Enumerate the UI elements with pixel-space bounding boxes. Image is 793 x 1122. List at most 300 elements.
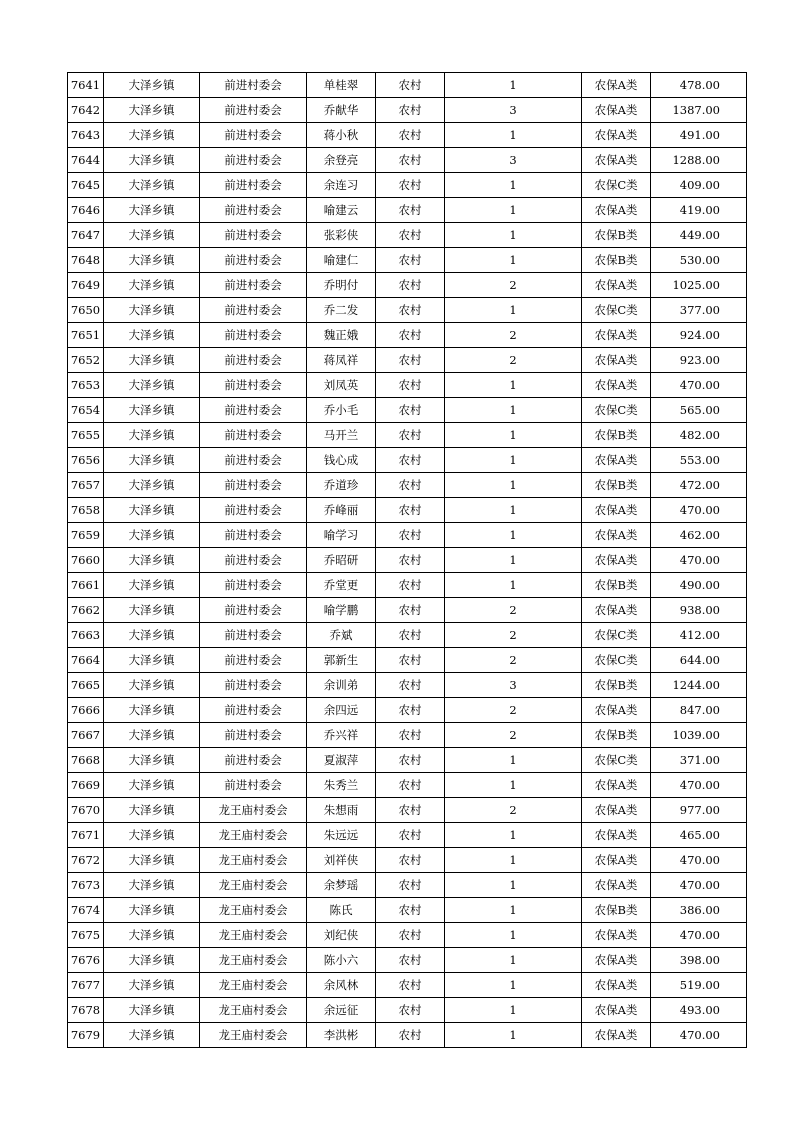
amount-cell: 553.00 (651, 448, 747, 473)
area-cell: 农村 (376, 273, 445, 298)
household-count-cell: 2 (445, 598, 582, 623)
category-cell: 农保B类 (582, 223, 651, 248)
row-number-cell: 7670 (68, 798, 104, 823)
area-cell: 农村 (376, 173, 445, 198)
area-cell: 农村 (376, 73, 445, 98)
area-cell: 农村 (376, 923, 445, 948)
town-cell: 大泽乡镇 (104, 848, 200, 873)
row-number-cell: 7655 (68, 423, 104, 448)
table-row (68, 923, 747, 948)
town-cell: 大泽乡镇 (104, 973, 200, 998)
town-cell: 大泽乡镇 (104, 523, 200, 548)
area-cell: 农村 (376, 223, 445, 248)
table-row (68, 973, 747, 998)
table-row (68, 1023, 747, 1048)
row-number-cell: 7667 (68, 723, 104, 748)
amount-cell: 923.00 (651, 348, 747, 373)
town-cell: 大泽乡镇 (104, 73, 200, 98)
row-number-cell: 7646 (68, 198, 104, 223)
amount-cell: 377.00 (651, 298, 747, 323)
table-row (68, 148, 747, 173)
town-cell: 大泽乡镇 (104, 948, 200, 973)
area-cell: 农村 (376, 573, 445, 598)
amount-cell: 493.00 (651, 998, 747, 1023)
category-cell: 农保A类 (582, 323, 651, 348)
name-cell: 喻学习 (307, 523, 376, 548)
amount-cell: 449.00 (651, 223, 747, 248)
area-cell: 农村 (376, 198, 445, 223)
table-row (68, 223, 747, 248)
town-cell: 大泽乡镇 (104, 873, 200, 898)
town-cell: 大泽乡镇 (104, 698, 200, 723)
committee-cell: 前进村委会 (200, 248, 307, 273)
town-cell: 大泽乡镇 (104, 498, 200, 523)
area-cell: 农村 (376, 973, 445, 998)
committee-cell: 前进村委会 (200, 73, 307, 98)
row-number-cell: 7679 (68, 1023, 104, 1048)
name-cell: 钱心成 (307, 448, 376, 473)
committee-cell: 前进村委会 (200, 698, 307, 723)
household-count-cell: 1 (445, 373, 582, 398)
row-number-cell: 7674 (68, 898, 104, 923)
name-cell: 乔峰丽 (307, 498, 376, 523)
area-cell: 农村 (376, 348, 445, 373)
table-row (68, 373, 747, 398)
row-number-cell: 7669 (68, 773, 104, 798)
name-cell: 喻学鹏 (307, 598, 376, 623)
household-count-cell: 1 (445, 223, 582, 248)
household-count-cell: 2 (445, 348, 582, 373)
name-cell: 乔堂更 (307, 573, 376, 598)
area-cell: 农村 (376, 598, 445, 623)
table-row (68, 998, 747, 1023)
amount-cell: 530.00 (651, 248, 747, 273)
name-cell: 余四远 (307, 698, 376, 723)
amount-cell: 470.00 (651, 923, 747, 948)
table-row (68, 523, 747, 548)
amount-cell: 491.00 (651, 123, 747, 148)
household-count-cell: 1 (445, 1023, 582, 1048)
town-cell: 大泽乡镇 (104, 373, 200, 398)
area-cell: 农村 (376, 848, 445, 873)
table-row (68, 348, 747, 373)
name-cell: 余训弟 (307, 673, 376, 698)
committee-cell: 前进村委会 (200, 598, 307, 623)
amount-cell: 419.00 (651, 198, 747, 223)
amount-cell: 1387.00 (651, 98, 747, 123)
row-number-cell: 7672 (68, 848, 104, 873)
name-cell: 余连习 (307, 173, 376, 198)
household-count-cell: 2 (445, 623, 582, 648)
name-cell: 刘纪侠 (307, 923, 376, 948)
category-cell: 农保A类 (582, 523, 651, 548)
area-cell: 农村 (376, 798, 445, 823)
household-count-cell: 1 (445, 173, 582, 198)
committee-cell: 前进村委会 (200, 523, 307, 548)
area-cell: 农村 (376, 873, 445, 898)
amount-cell: 519.00 (651, 973, 747, 998)
area-cell: 农村 (376, 648, 445, 673)
table-row (68, 173, 747, 198)
amount-cell: 1025.00 (651, 273, 747, 298)
name-cell: 蒋小秋 (307, 123, 376, 148)
category-cell: 农保A类 (582, 823, 651, 848)
name-cell: 郭新生 (307, 648, 376, 673)
town-cell: 大泽乡镇 (104, 98, 200, 123)
area-cell: 农村 (376, 148, 445, 173)
committee-cell: 龙王庙村委会 (200, 798, 307, 823)
category-cell: 农保C类 (582, 398, 651, 423)
table-row (68, 573, 747, 598)
row-number-cell: 7677 (68, 973, 104, 998)
name-cell: 乔献华 (307, 98, 376, 123)
row-number-cell: 7666 (68, 698, 104, 723)
name-cell: 乔明付 (307, 273, 376, 298)
household-count-cell: 3 (445, 98, 582, 123)
town-cell: 大泽乡镇 (104, 548, 200, 573)
table-row (68, 198, 747, 223)
table-row (68, 748, 747, 773)
household-count-cell: 1 (445, 448, 582, 473)
area-cell: 农村 (376, 948, 445, 973)
category-cell: 农保B类 (582, 573, 651, 598)
roster-table (67, 72, 747, 1048)
committee-cell: 前进村委会 (200, 623, 307, 648)
household-count-cell: 1 (445, 498, 582, 523)
town-cell: 大泽乡镇 (104, 273, 200, 298)
area-cell: 农村 (376, 698, 445, 723)
amount-cell: 472.00 (651, 473, 747, 498)
amount-cell: 1244.00 (651, 673, 747, 698)
household-count-cell: 1 (445, 823, 582, 848)
committee-cell: 龙王庙村委会 (200, 873, 307, 898)
row-number-cell: 7649 (68, 273, 104, 298)
area-cell: 农村 (376, 298, 445, 323)
category-cell: 农保A类 (582, 198, 651, 223)
household-count-cell: 1 (445, 773, 582, 798)
town-cell: 大泽乡镇 (104, 398, 200, 423)
area-cell: 农村 (376, 748, 445, 773)
category-cell: 农保A类 (582, 498, 651, 523)
name-cell: 余远征 (307, 998, 376, 1023)
household-count-cell: 1 (445, 873, 582, 898)
name-cell: 余梦瑶 (307, 873, 376, 898)
household-count-cell: 2 (445, 723, 582, 748)
category-cell: 农保B类 (582, 673, 651, 698)
name-cell: 朱远远 (307, 823, 376, 848)
table-row (68, 473, 747, 498)
committee-cell: 前进村委会 (200, 373, 307, 398)
committee-cell: 前进村委会 (200, 723, 307, 748)
area-cell: 农村 (376, 498, 445, 523)
household-count-cell: 2 (445, 648, 582, 673)
amount-cell: 462.00 (651, 523, 747, 548)
table-row (68, 773, 747, 798)
name-cell: 张彩侠 (307, 223, 376, 248)
amount-cell: 847.00 (651, 698, 747, 723)
town-cell: 大泽乡镇 (104, 348, 200, 373)
area-cell: 农村 (376, 473, 445, 498)
town-cell: 大泽乡镇 (104, 923, 200, 948)
row-number-cell: 7678 (68, 998, 104, 1023)
amount-cell: 938.00 (651, 598, 747, 623)
table-row (68, 498, 747, 523)
household-count-cell: 2 (445, 798, 582, 823)
household-count-cell: 3 (445, 148, 582, 173)
amount-cell: 470.00 (651, 373, 747, 398)
name-cell: 刘凤英 (307, 373, 376, 398)
category-cell: 农保C类 (582, 648, 651, 673)
table-row (68, 948, 747, 973)
name-cell: 魏正娥 (307, 323, 376, 348)
town-cell: 大泽乡镇 (104, 223, 200, 248)
household-count-cell: 1 (445, 548, 582, 573)
committee-cell: 前进村委会 (200, 673, 307, 698)
committee-cell: 前进村委会 (200, 648, 307, 673)
household-count-cell: 1 (445, 123, 582, 148)
category-cell: 农保A类 (582, 773, 651, 798)
committee-cell: 前进村委会 (200, 748, 307, 773)
table-row (68, 423, 747, 448)
committee-cell: 龙王庙村委会 (200, 973, 307, 998)
committee-cell: 前进村委会 (200, 223, 307, 248)
committee-cell: 前进村委会 (200, 773, 307, 798)
category-cell: 农保A类 (582, 873, 651, 898)
row-number-cell: 7675 (68, 923, 104, 948)
category-cell: 农保A类 (582, 698, 651, 723)
amount-cell: 470.00 (651, 548, 747, 573)
household-count-cell: 1 (445, 248, 582, 273)
town-cell: 大泽乡镇 (104, 623, 200, 648)
row-number-cell: 7643 (68, 123, 104, 148)
name-cell: 刘祥侠 (307, 848, 376, 873)
household-count-cell: 3 (445, 673, 582, 698)
area-cell: 农村 (376, 98, 445, 123)
household-count-cell: 1 (445, 198, 582, 223)
area-cell: 农村 (376, 623, 445, 648)
table-row (68, 598, 747, 623)
name-cell: 乔兴祥 (307, 723, 376, 748)
area-cell: 农村 (376, 773, 445, 798)
household-count-cell: 1 (445, 523, 582, 548)
household-count-cell: 1 (445, 748, 582, 773)
town-cell: 大泽乡镇 (104, 898, 200, 923)
town-cell: 大泽乡镇 (104, 748, 200, 773)
household-count-cell: 2 (445, 698, 582, 723)
table-row (68, 323, 747, 348)
category-cell: 农保A类 (582, 923, 651, 948)
area-cell: 农村 (376, 423, 445, 448)
household-count-cell: 1 (445, 298, 582, 323)
amount-cell: 398.00 (651, 948, 747, 973)
committee-cell: 前进村委会 (200, 173, 307, 198)
committee-cell: 前进村委会 (200, 98, 307, 123)
category-cell: 农保A类 (582, 1023, 651, 1048)
amount-cell: 470.00 (651, 773, 747, 798)
table-row (68, 398, 747, 423)
category-cell: 农保A类 (582, 998, 651, 1023)
amount-cell: 409.00 (651, 173, 747, 198)
row-number-cell: 7658 (68, 498, 104, 523)
area-cell: 农村 (376, 673, 445, 698)
town-cell: 大泽乡镇 (104, 448, 200, 473)
amount-cell: 490.00 (651, 573, 747, 598)
category-cell: 农保B类 (582, 473, 651, 498)
amount-cell: 470.00 (651, 1023, 747, 1048)
name-cell: 朱秀兰 (307, 773, 376, 798)
category-cell: 农保B类 (582, 423, 651, 448)
committee-cell: 龙王庙村委会 (200, 898, 307, 923)
town-cell: 大泽乡镇 (104, 423, 200, 448)
table-row (68, 273, 747, 298)
row-number-cell: 7652 (68, 348, 104, 373)
category-cell: 农保B类 (582, 898, 651, 923)
category-cell: 农保C类 (582, 748, 651, 773)
area-cell: 农村 (376, 898, 445, 923)
table-row (68, 298, 747, 323)
category-cell: 农保A类 (582, 373, 651, 398)
table-row (68, 873, 747, 898)
household-count-cell: 1 (445, 398, 582, 423)
row-number-cell: 7671 (68, 823, 104, 848)
committee-cell: 龙王庙村委会 (200, 848, 307, 873)
area-cell: 农村 (376, 998, 445, 1023)
town-cell: 大泽乡镇 (104, 773, 200, 798)
name-cell: 乔二发 (307, 298, 376, 323)
row-number-cell: 7662 (68, 598, 104, 623)
household-count-cell: 1 (445, 898, 582, 923)
amount-cell: 478.00 (651, 73, 747, 98)
name-cell: 陈小六 (307, 948, 376, 973)
town-cell: 大泽乡镇 (104, 798, 200, 823)
town-cell: 大泽乡镇 (104, 323, 200, 348)
name-cell: 蒋凤祥 (307, 348, 376, 373)
household-count-cell: 1 (445, 998, 582, 1023)
name-cell: 李洪彬 (307, 1023, 376, 1048)
row-number-cell: 7673 (68, 873, 104, 898)
row-number-cell: 7645 (68, 173, 104, 198)
row-number-cell: 7661 (68, 573, 104, 598)
committee-cell: 前进村委会 (200, 198, 307, 223)
area-cell: 农村 (376, 823, 445, 848)
area-cell: 农村 (376, 548, 445, 573)
category-cell: 农保A类 (582, 273, 651, 298)
table-row (68, 698, 747, 723)
category-cell: 农保C类 (582, 298, 651, 323)
table-row (68, 848, 747, 873)
name-cell: 余风林 (307, 973, 376, 998)
household-count-cell: 1 (445, 73, 582, 98)
area-cell: 农村 (376, 448, 445, 473)
row-number-cell: 7650 (68, 298, 104, 323)
table-row (68, 73, 747, 98)
amount-cell: 1039.00 (651, 723, 747, 748)
household-count-cell: 2 (445, 273, 582, 298)
amount-cell: 565.00 (651, 398, 747, 423)
table-row (68, 898, 747, 923)
name-cell: 余登亮 (307, 148, 376, 173)
category-cell: 农保C类 (582, 623, 651, 648)
household-count-cell: 1 (445, 923, 582, 948)
category-cell: 农保A类 (582, 123, 651, 148)
table-row (68, 823, 747, 848)
area-cell: 农村 (376, 373, 445, 398)
row-number-cell: 7656 (68, 448, 104, 473)
committee-cell: 龙王庙村委会 (200, 948, 307, 973)
amount-cell: 386.00 (651, 898, 747, 923)
name-cell: 乔小毛 (307, 398, 376, 423)
committee-cell: 龙王庙村委会 (200, 998, 307, 1023)
row-number-cell: 7648 (68, 248, 104, 273)
area-cell: 农村 (376, 398, 445, 423)
town-cell: 大泽乡镇 (104, 648, 200, 673)
amount-cell: 977.00 (651, 798, 747, 823)
committee-cell: 前进村委会 (200, 298, 307, 323)
table-row (68, 98, 747, 123)
row-number-cell: 7653 (68, 373, 104, 398)
name-cell: 喻建仁 (307, 248, 376, 273)
table-row (68, 798, 747, 823)
household-count-cell: 1 (445, 423, 582, 448)
town-cell: 大泽乡镇 (104, 823, 200, 848)
category-cell: 农保A类 (582, 98, 651, 123)
row-number-cell: 7660 (68, 548, 104, 573)
table-row (68, 123, 747, 148)
area-cell: 农村 (376, 123, 445, 148)
row-number-cell: 7657 (68, 473, 104, 498)
area-cell: 农村 (376, 248, 445, 273)
amount-cell: 412.00 (651, 623, 747, 648)
category-cell: 农保A类 (582, 348, 651, 373)
committee-cell: 龙王庙村委会 (200, 823, 307, 848)
table-row (68, 673, 747, 698)
amount-cell: 924.00 (651, 323, 747, 348)
category-cell: 农保B类 (582, 723, 651, 748)
row-number-cell: 7641 (68, 73, 104, 98)
row-number-cell: 7654 (68, 398, 104, 423)
row-number-cell: 7664 (68, 648, 104, 673)
amount-cell: 465.00 (651, 823, 747, 848)
table-row (68, 723, 747, 748)
category-cell: 农保A类 (582, 848, 651, 873)
name-cell: 喻建云 (307, 198, 376, 223)
name-cell: 乔道珍 (307, 473, 376, 498)
row-number-cell: 7651 (68, 323, 104, 348)
town-cell: 大泽乡镇 (104, 1023, 200, 1048)
committee-cell: 前进村委会 (200, 273, 307, 298)
row-number-cell: 7647 (68, 223, 104, 248)
table-row (68, 448, 747, 473)
category-cell: 农保A类 (582, 448, 651, 473)
household-count-cell: 2 (445, 323, 582, 348)
committee-cell: 前进村委会 (200, 323, 307, 348)
town-cell: 大泽乡镇 (104, 148, 200, 173)
name-cell: 乔斌 (307, 623, 376, 648)
category-cell: 农保A类 (582, 148, 651, 173)
town-cell: 大泽乡镇 (104, 173, 200, 198)
household-count-cell: 1 (445, 473, 582, 498)
roster-body (68, 73, 747, 1048)
row-number-cell: 7663 (68, 623, 104, 648)
row-number-cell: 7665 (68, 673, 104, 698)
committee-cell: 前进村委会 (200, 423, 307, 448)
committee-cell: 前进村委会 (200, 398, 307, 423)
category-cell: 农保A类 (582, 73, 651, 98)
committee-cell: 前进村委会 (200, 123, 307, 148)
committee-cell: 龙王庙村委会 (200, 1023, 307, 1048)
town-cell: 大泽乡镇 (104, 598, 200, 623)
amount-cell: 482.00 (651, 423, 747, 448)
